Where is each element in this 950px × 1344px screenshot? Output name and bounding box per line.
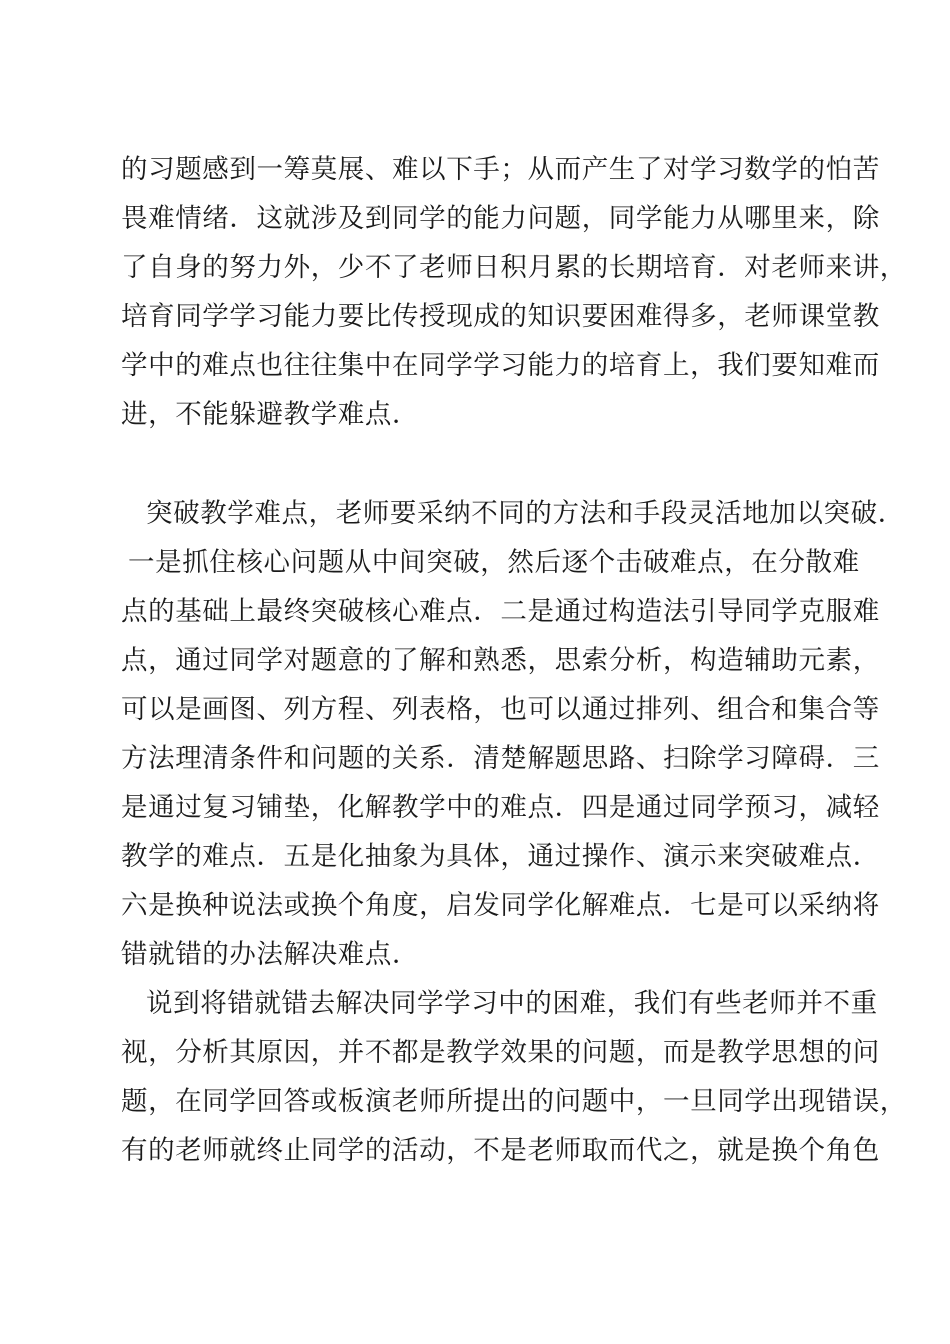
paragraph-3-line-1: 说到将错就错去解决同学学习中的困难，我们有些老师并不重	[146, 988, 878, 1019]
paragraph-2-line-2: 一是抓住核心问题从中间突破，然后逐个击破难点，在分散难	[128, 547, 860, 578]
paragraph-2-line-3: 点的基础上最终突破核心难点．二是通过构造法引导同学克服难	[121, 596, 880, 627]
paragraph-2-line-6: 方法理清条件和问题的关系．清楚解题思路、扫除学习障碍．三	[121, 743, 880, 774]
paragraph-2-line-7: 是通过复习铺垫，化解教学中的难点．四是通过同学预习，减轻	[121, 792, 880, 823]
paragraph-1-line-3: 了自身的努力外，少不了老师日积月累的长期培育．对老师来讲，	[121, 252, 907, 283]
paragraph-1-line-4: 培育同学学习能力要比传授现成的知识要困难得多，老师课堂教	[121, 301, 880, 332]
paragraph-2-line-4: 点，通过同学对题意的了解和熟悉，思索分析，构造辅助元素，	[121, 645, 880, 676]
paragraph-1-line-1: 的习题感到一筹莫展、难以下手；从而产生了对学习数学的怕苦	[121, 154, 880, 185]
paragraph-2-line-9: 六是换种说法或换个角度，启发同学化解难点．七是可以采纳将	[121, 890, 880, 921]
paragraph-3-line-2: 视，分析其原因，并不都是教学效果的问题，而是教学思想的问	[121, 1037, 880, 1068]
paragraph-1-line-6: 进，不能躲避教学难点．	[121, 399, 420, 430]
paragraph-1-line-5: 学中的难点也往往集中在同学学习能力的培育上，我们要知难而	[121, 350, 880, 381]
paragraph-2-line-1: 突破教学难点，老师要采纳不同的方法和手段灵活地加以突破．	[146, 498, 905, 529]
paragraph-3-line-3: 题，在同学回答或板演老师所提出的问题中，一旦同学出现错误，	[121, 1086, 907, 1117]
paragraph-2-line-10: 错就错的办法解决难点．	[121, 939, 420, 970]
paragraph-1-line-2: 畏难情绪．这就涉及到同学的能力问题，同学能力从哪里来，除	[121, 203, 880, 234]
paragraph-2-line-5: 可以是画图、列方程、列表格，也可以通过排列、组合和集合等	[121, 694, 880, 725]
paragraph-3-line-4: 有的老师就终止同学的活动，不是老师取而代之，就是换个角色	[121, 1135, 880, 1166]
paragraph-2-line-8: 教学的难点．五是化抽象为具体，通过操作、演示来突破难点．	[121, 841, 880, 872]
